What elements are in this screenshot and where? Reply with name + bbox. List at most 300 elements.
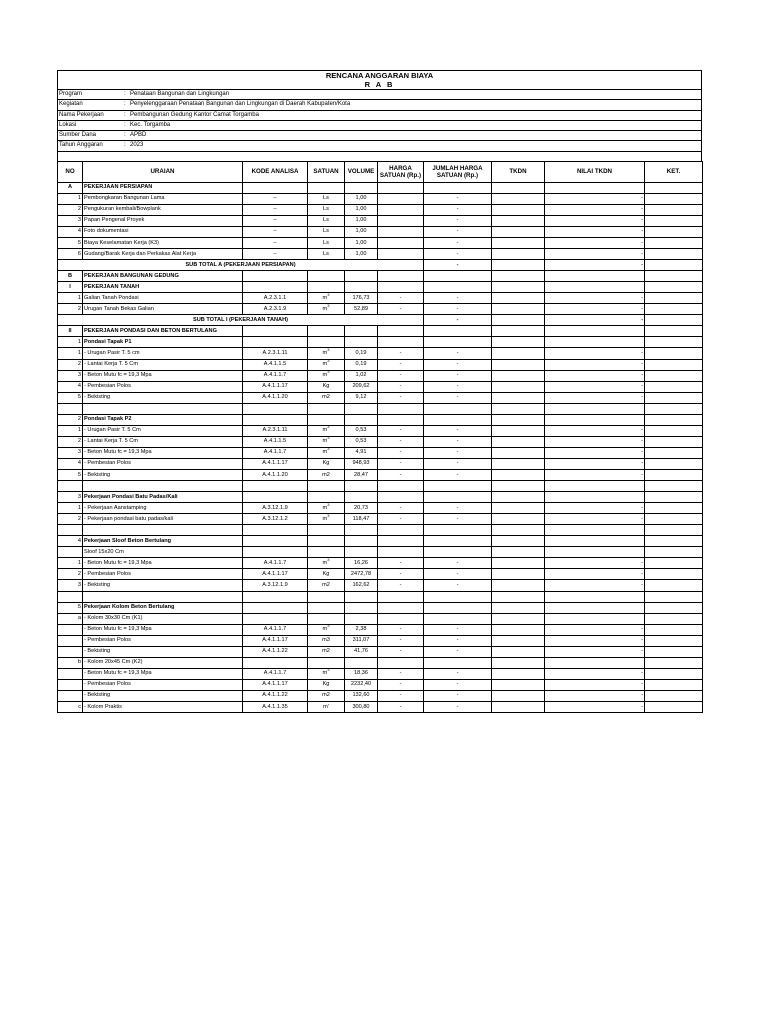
uraian-cell: - Kolom Praktis <box>83 701 243 712</box>
table-row <box>58 447 703 458</box>
uraian-cell: Papan Pengenal Proyek <box>83 215 243 226</box>
satuan-exponent: 3 <box>327 303 330 308</box>
row-number <box>58 547 83 558</box>
satuan-text: m2 <box>322 581 330 588</box>
empty-cell <box>83 481 243 492</box>
info-row-program <box>58 90 701 100</box>
jumlah-harga-cell: - <box>424 635 492 646</box>
empty-cell <box>492 481 545 492</box>
uraian-cell: - Beton Mutu fc = 19,3 Mpa <box>83 370 243 381</box>
tkdn-cell <box>492 580 545 591</box>
satuan-cell <box>308 271 345 282</box>
jumlah-harga-cell: - <box>424 679 492 690</box>
row-number: 2 <box>58 359 83 370</box>
empty-cell <box>645 591 703 602</box>
harga-satuan-cell: - <box>378 447 424 458</box>
empty-cell <box>378 403 424 414</box>
kode-analisa-cell <box>243 492 308 503</box>
satuan-text: m2 <box>322 692 330 699</box>
jumlah-harga-cell: - <box>424 193 492 204</box>
kode-analisa-cell: A.4.1.1.7 <box>243 558 308 569</box>
info-label: Kegiatan <box>59 101 83 108</box>
satuan-cell <box>308 238 345 249</box>
satuan-cell <box>308 436 345 447</box>
tkdn-cell <box>492 326 545 337</box>
kode-analisa-cell: -- <box>243 226 308 237</box>
jumlah-harga-cell <box>424 414 492 425</box>
jumlah-harga-cell: - <box>424 690 492 701</box>
jumlah-harga-cell: - <box>424 470 492 481</box>
harga-satuan-cell: - <box>378 458 424 469</box>
volume-cell: 311,07 <box>345 635 378 646</box>
group-row <box>58 492 703 503</box>
empty-cell <box>345 403 378 414</box>
subtotal-label: SUB TOTAL A (PEKERJAAN PERSIAPAN) <box>58 260 424 271</box>
row-number: I <box>58 282 83 293</box>
jumlah-harga-cell: - <box>424 436 492 447</box>
tkdn-cell <box>492 238 545 249</box>
table-header-row <box>58 161 703 182</box>
nilai-tkdn-cell: - <box>545 226 645 237</box>
nilai-tkdn-cell: - <box>545 447 645 458</box>
satuan-text: m <box>322 504 328 511</box>
col-header-satuan: SATUAN <box>308 161 345 182</box>
uraian-cell: - Pembesian Polos <box>83 679 243 690</box>
kode-analisa-cell <box>243 547 308 558</box>
satuan-cell <box>308 304 345 315</box>
satuan-cell <box>308 193 345 204</box>
row-number: 2 <box>58 204 83 215</box>
kode-analisa-cell: A.4.1.1.7 <box>243 668 308 679</box>
satuan-cell <box>308 182 345 193</box>
blank-row <box>58 525 703 536</box>
harga-satuan-cell: - <box>378 293 424 304</box>
harga-satuan-cell: - <box>378 425 424 436</box>
info-colon: : <box>124 142 126 149</box>
ket-cell <box>645 260 703 271</box>
harga-satuan-cell <box>378 613 424 624</box>
info-colon: : <box>124 111 126 118</box>
kode-analisa-cell: A.4.1.1.5 <box>243 436 308 447</box>
empty-cell <box>83 525 243 536</box>
table-row <box>58 425 703 436</box>
volume-cell: 948,93 <box>345 458 378 469</box>
harga-satuan-cell <box>378 602 424 613</box>
satuan-cell <box>308 359 345 370</box>
tkdn-cell <box>492 370 545 381</box>
info-value: Pembangunan Gedung Kantor Camat Torgamba <box>130 111 259 118</box>
nilai-tkdn-cell: - <box>545 701 645 712</box>
tkdn-cell <box>492 447 545 458</box>
col-header-ket: KET. <box>645 161 703 182</box>
satuan-text: Kg <box>322 681 330 688</box>
uraian-cell: Pekerjaan Pondasi Batu Padas/Kali <box>83 492 243 503</box>
jumlah-harga-cell <box>424 337 492 348</box>
jumlah-harga-cell: - <box>424 370 492 381</box>
ket-cell <box>645 249 703 260</box>
empty-cell <box>308 591 345 602</box>
table-row <box>58 392 703 403</box>
empty-cell <box>424 403 492 414</box>
ket-cell <box>645 613 703 624</box>
section-row <box>58 271 703 282</box>
subtotal-label: SUB TOTAL I (PEKERJAAN TANAH) <box>58 315 424 326</box>
nilai-tkdn-cell: - <box>545 381 645 392</box>
group-row <box>58 602 703 613</box>
group-row <box>58 337 703 348</box>
empty-cell <box>378 525 424 536</box>
kode-analisa-cell <box>243 613 308 624</box>
harga-satuan-cell: - <box>378 668 424 679</box>
harga-satuan-cell: - <box>378 635 424 646</box>
nilai-tkdn-cell: - <box>545 668 645 679</box>
satuan-text: m <box>322 427 328 434</box>
kode-analisa-cell: A.2.3.1.11 <box>243 425 308 436</box>
ket-cell <box>645 282 703 293</box>
row-number <box>58 624 83 635</box>
tkdn-cell <box>492 359 545 370</box>
empty-cell <box>492 591 545 602</box>
ket-cell <box>645 657 703 668</box>
harga-satuan-cell <box>378 238 424 249</box>
volume-cell: 16,26 <box>345 558 378 569</box>
kode-analisa-cell: A.4.1.1.20 <box>243 392 308 403</box>
empty-cell <box>243 525 308 536</box>
blank-row <box>58 591 703 602</box>
kode-analisa-cell: A.4.1.1.7 <box>243 624 308 635</box>
tkdn-cell <box>492 492 545 503</box>
volume-cell: 41,76 <box>345 646 378 657</box>
jumlah-harga-cell: - <box>424 458 492 469</box>
tkdn-cell <box>492 690 545 701</box>
table-row <box>58 226 703 237</box>
tkdn-cell <box>492 536 545 547</box>
section-row <box>58 282 703 293</box>
tkdn-cell <box>492 503 545 514</box>
harga-satuan-cell: - <box>378 569 424 580</box>
info-colon: : <box>124 91 126 97</box>
satuan-text: m <box>322 670 328 677</box>
nilai-tkdn-cell: - <box>545 293 645 304</box>
nilai-tkdn-cell <box>545 657 645 668</box>
info-value: APBD <box>130 132 147 139</box>
nilai-tkdn-cell: - <box>545 635 645 646</box>
document-title: RENCANA ANGGARAN BIAYA <box>57 70 702 80</box>
ket-cell <box>645 558 703 569</box>
row-number: c <box>58 701 83 712</box>
volume-cell: 2472,78 <box>345 569 378 580</box>
row-number: 1 <box>58 337 83 348</box>
col-header-harga-satuan: HARGA SATUAN (Rp.) <box>378 161 424 182</box>
tkdn-cell <box>492 635 545 646</box>
tkdn-cell <box>492 193 545 204</box>
volume-cell <box>345 536 378 547</box>
empty-cell <box>243 591 308 602</box>
row-number: B <box>58 271 83 282</box>
tkdn-cell <box>492 668 545 679</box>
nilai-tkdn-cell: - <box>545 425 645 436</box>
subtotal-jumlah: - <box>424 315 492 326</box>
kode-analisa-cell: A.4.1.1.22 <box>243 646 308 657</box>
uraian-cell: Pekerjaan Sloof Beton Bertulang <box>83 536 243 547</box>
document-subtitle: R A B <box>57 80 702 89</box>
harga-satuan-cell <box>378 271 424 282</box>
nilai-tkdn-cell: - <box>545 646 645 657</box>
info-colon: : <box>124 101 126 108</box>
kode-analisa-cell: A.4.1.1.20 <box>243 470 308 481</box>
uraian-cell: - Pembesian Polos <box>83 635 243 646</box>
satuan-text: Kg <box>322 383 330 390</box>
harga-satuan-cell <box>378 492 424 503</box>
tkdn-cell <box>492 569 545 580</box>
harga-satuan-cell: - <box>378 580 424 591</box>
satuan-cell <box>308 425 345 436</box>
row-number: 6 <box>58 249 83 260</box>
row-number: 1 <box>58 558 83 569</box>
uraian-cell: Sloof 15x20 Cm <box>83 547 243 558</box>
satuan-text: Ls <box>323 206 329 213</box>
satuan-cell <box>308 613 345 624</box>
nilai-tkdn-cell: - <box>545 249 645 260</box>
volume-cell <box>345 326 378 337</box>
ket-cell <box>645 238 703 249</box>
nilai-tkdn-cell: - <box>545 458 645 469</box>
satuan-cell <box>308 701 345 712</box>
subtotal-row <box>58 260 703 271</box>
satuan-exponent: 3 <box>327 425 330 430</box>
uraian-cell: - Beton Mutu fc = 19,3 Mpa <box>83 447 243 458</box>
table-row <box>58 690 703 701</box>
satuan-cell <box>308 470 345 481</box>
volume-cell: 132,60 <box>345 690 378 701</box>
kode-analisa-cell: A.3.12.1.9 <box>243 580 308 591</box>
jumlah-harga-cell <box>424 602 492 613</box>
spacer-row <box>57 151 702 161</box>
satuan-cell <box>308 635 345 646</box>
satuan-cell <box>308 668 345 679</box>
kode-analisa-cell <box>243 536 308 547</box>
uraian-cell: - Lantai Kerja T. 5 Cm <box>83 436 243 447</box>
row-number: 2 <box>58 514 83 525</box>
row-number: a <box>58 613 83 624</box>
nilai-tkdn-cell <box>545 602 645 613</box>
ket-cell <box>645 701 703 712</box>
tkdn-cell <box>492 436 545 447</box>
ket-cell <box>645 226 703 237</box>
subtotal-jumlah: - <box>424 260 492 271</box>
empty-cell <box>308 403 345 414</box>
group-row <box>58 536 703 547</box>
row-number: 3 <box>58 447 83 458</box>
volume-cell: 1,00 <box>345 249 378 260</box>
ket-cell <box>645 193 703 204</box>
info-value: Penataan Bangunan dan Lingkungan <box>130 91 230 97</box>
empty-cell <box>83 403 243 414</box>
info-value: 2023 <box>130 142 144 149</box>
info-colon: : <box>124 132 126 139</box>
jumlah-harga-cell: - <box>424 249 492 260</box>
ket-cell <box>645 326 703 337</box>
jumlah-harga-cell: - <box>424 624 492 635</box>
row-number: 1 <box>58 193 83 204</box>
harga-satuan-cell: - <box>378 381 424 392</box>
uraian-cell: - Pekerjaan Aanstamping <box>83 503 243 514</box>
satuan-cell <box>308 679 345 690</box>
jumlah-harga-cell: - <box>424 646 492 657</box>
nilai-tkdn-cell: - <box>545 679 645 690</box>
nilai-tkdn-cell: - <box>545 348 645 359</box>
info-row-tahun-anggaran <box>58 141 701 150</box>
jumlah-harga-cell: - <box>424 359 492 370</box>
blank-row <box>58 403 703 414</box>
table-row <box>58 569 703 580</box>
kode-analisa-cell <box>243 271 308 282</box>
row-number: 1 <box>58 348 83 359</box>
empty-cell <box>545 525 645 536</box>
table-row <box>58 370 703 381</box>
harga-satuan-cell <box>378 249 424 260</box>
empty-cell <box>58 403 83 414</box>
uraian-cell: - Urugan Pasir T. 5 Cm <box>83 425 243 436</box>
satuan-cell <box>308 536 345 547</box>
harga-satuan-cell <box>378 193 424 204</box>
info-label: Lokasi <box>59 121 77 128</box>
row-number: 3 <box>58 580 83 591</box>
satuan-exponent: 3 <box>327 347 330 353</box>
volume-cell: 1,00 <box>345 226 378 237</box>
empty-cell <box>345 591 378 602</box>
tkdn-cell <box>492 392 545 403</box>
uraian-cell: - Urugan Pasir T. 5 cm <box>83 348 243 359</box>
empty-cell <box>83 591 243 602</box>
table-row <box>58 679 703 690</box>
volume-cell: 1,00 <box>345 238 378 249</box>
harga-satuan-cell <box>378 215 424 226</box>
satuan-text: Ls <box>323 250 329 257</box>
uraian-cell: Biaya Keselamatan Kerja (K3) <box>83 238 243 249</box>
nilai-tkdn-cell: - <box>545 370 645 381</box>
kode-analisa-cell: A.4.1.1.7 <box>243 370 308 381</box>
satuan-exponent: 3 <box>327 557 330 563</box>
harga-satuan-cell: - <box>378 359 424 370</box>
volume-cell: 0,53 <box>345 436 378 447</box>
harga-satuan-cell: - <box>378 558 424 569</box>
table-row <box>58 624 703 635</box>
col-header-nilai-tkdn: NILAI TKDN <box>545 161 645 182</box>
satuan-cell <box>308 282 345 293</box>
volume-cell <box>345 547 378 558</box>
satuan-exponent: 3 <box>327 624 330 629</box>
table-row <box>58 249 703 260</box>
tkdn-cell <box>492 602 545 613</box>
volume-cell: 4,91 <box>345 447 378 458</box>
col-header-kode-analisa: KODE ANALISA <box>243 161 308 182</box>
ket-cell <box>645 215 703 226</box>
satuan-cell <box>308 514 345 525</box>
harga-satuan-cell <box>378 337 424 348</box>
satuan-cell <box>308 602 345 613</box>
kode-analisa-cell: A.2.3.1.9 <box>243 304 308 315</box>
satuan-text: m <box>322 372 328 379</box>
tkdn-cell <box>492 293 545 304</box>
row-number: 4 <box>58 381 83 392</box>
row-number: 2 <box>58 414 83 425</box>
table-row <box>58 558 703 569</box>
kode-analisa-cell: A.3.12.1.9 <box>243 503 308 514</box>
satuan-cell <box>308 569 345 580</box>
tkdn-cell <box>492 215 545 226</box>
satuan-text: Kg <box>322 460 330 467</box>
ket-cell <box>645 271 703 282</box>
table-row <box>58 668 703 679</box>
row-number: b <box>58 657 83 668</box>
jumlah-harga-cell: - <box>424 668 492 679</box>
tkdn-cell <box>492 558 545 569</box>
nilai-tkdn-cell: - <box>545 436 645 447</box>
uraian-cell: Gudang/Barak Kerja dan Perkakas Alat Kerja <box>83 249 243 260</box>
harga-satuan-cell: - <box>378 503 424 514</box>
satuan-cell <box>308 249 345 260</box>
blank-row <box>58 481 703 492</box>
satuan-exponent: 3 <box>327 447 330 452</box>
kode-analisa-cell: A.4.1.1.7 <box>243 447 308 458</box>
nilai-tkdn-cell: - <box>545 238 645 249</box>
satuan-cell <box>308 624 345 635</box>
table-row <box>58 701 703 712</box>
uraian-cell: - Pembesian Polos <box>83 458 243 469</box>
satuan-text: m <box>322 626 328 633</box>
kode-analisa-cell: -- <box>243 249 308 260</box>
volume-cell: 162,62 <box>345 580 378 591</box>
volume-cell: 2,38 <box>345 624 378 635</box>
subtotal-nilai-tkdn: - <box>545 315 645 326</box>
jumlah-harga-cell: - <box>424 701 492 712</box>
kode-analisa-cell: A.4.1.1.35 <box>243 701 308 712</box>
note-row <box>58 613 703 624</box>
satuan-cell <box>308 547 345 558</box>
volume-cell: 176,73 <box>345 293 378 304</box>
uraian-cell: - Beton Mutu fc = 19,3 Mpa <box>83 624 243 635</box>
harga-satuan-cell <box>378 226 424 237</box>
info-label: Nama Pekerjaan <box>59 111 104 118</box>
jumlah-harga-cell: - <box>424 580 492 591</box>
volume-cell: 300,80 <box>345 701 378 712</box>
uraian-cell: - Lantai Kerja T. 5 Cm <box>83 359 243 370</box>
harga-satuan-cell: - <box>378 690 424 701</box>
harga-satuan-cell: - <box>378 646 424 657</box>
harga-satuan-cell: - <box>378 436 424 447</box>
uraian-cell: Pembongkaran Bangunan Lama <box>83 193 243 204</box>
empty-cell <box>545 591 645 602</box>
satuan-cell <box>308 348 345 359</box>
satuan-text: m <box>322 350 328 356</box>
row-number: 5 <box>58 392 83 403</box>
kode-analisa-cell: -- <box>243 193 308 204</box>
uraian-cell: - Beton Mutu fc = 19,3 Mpa <box>83 558 243 569</box>
uraian-cell: - Kolom 20x45 Cm (K2) <box>83 657 243 668</box>
jumlah-harga-cell: - <box>424 392 492 403</box>
volume-cell: 1,00 <box>345 204 378 215</box>
satuan-text: m3 <box>322 637 330 644</box>
ket-cell <box>645 679 703 690</box>
uraian-cell: - Bekisting <box>83 580 243 591</box>
jumlah-harga-cell <box>424 326 492 337</box>
tkdn-cell <box>492 348 545 359</box>
uraian-cell: PEKERJAAN BANGUNAN GEDUNG <box>83 271 243 282</box>
tkdn-cell <box>492 657 545 668</box>
volume-cell <box>345 182 378 193</box>
table-row <box>58 381 703 392</box>
